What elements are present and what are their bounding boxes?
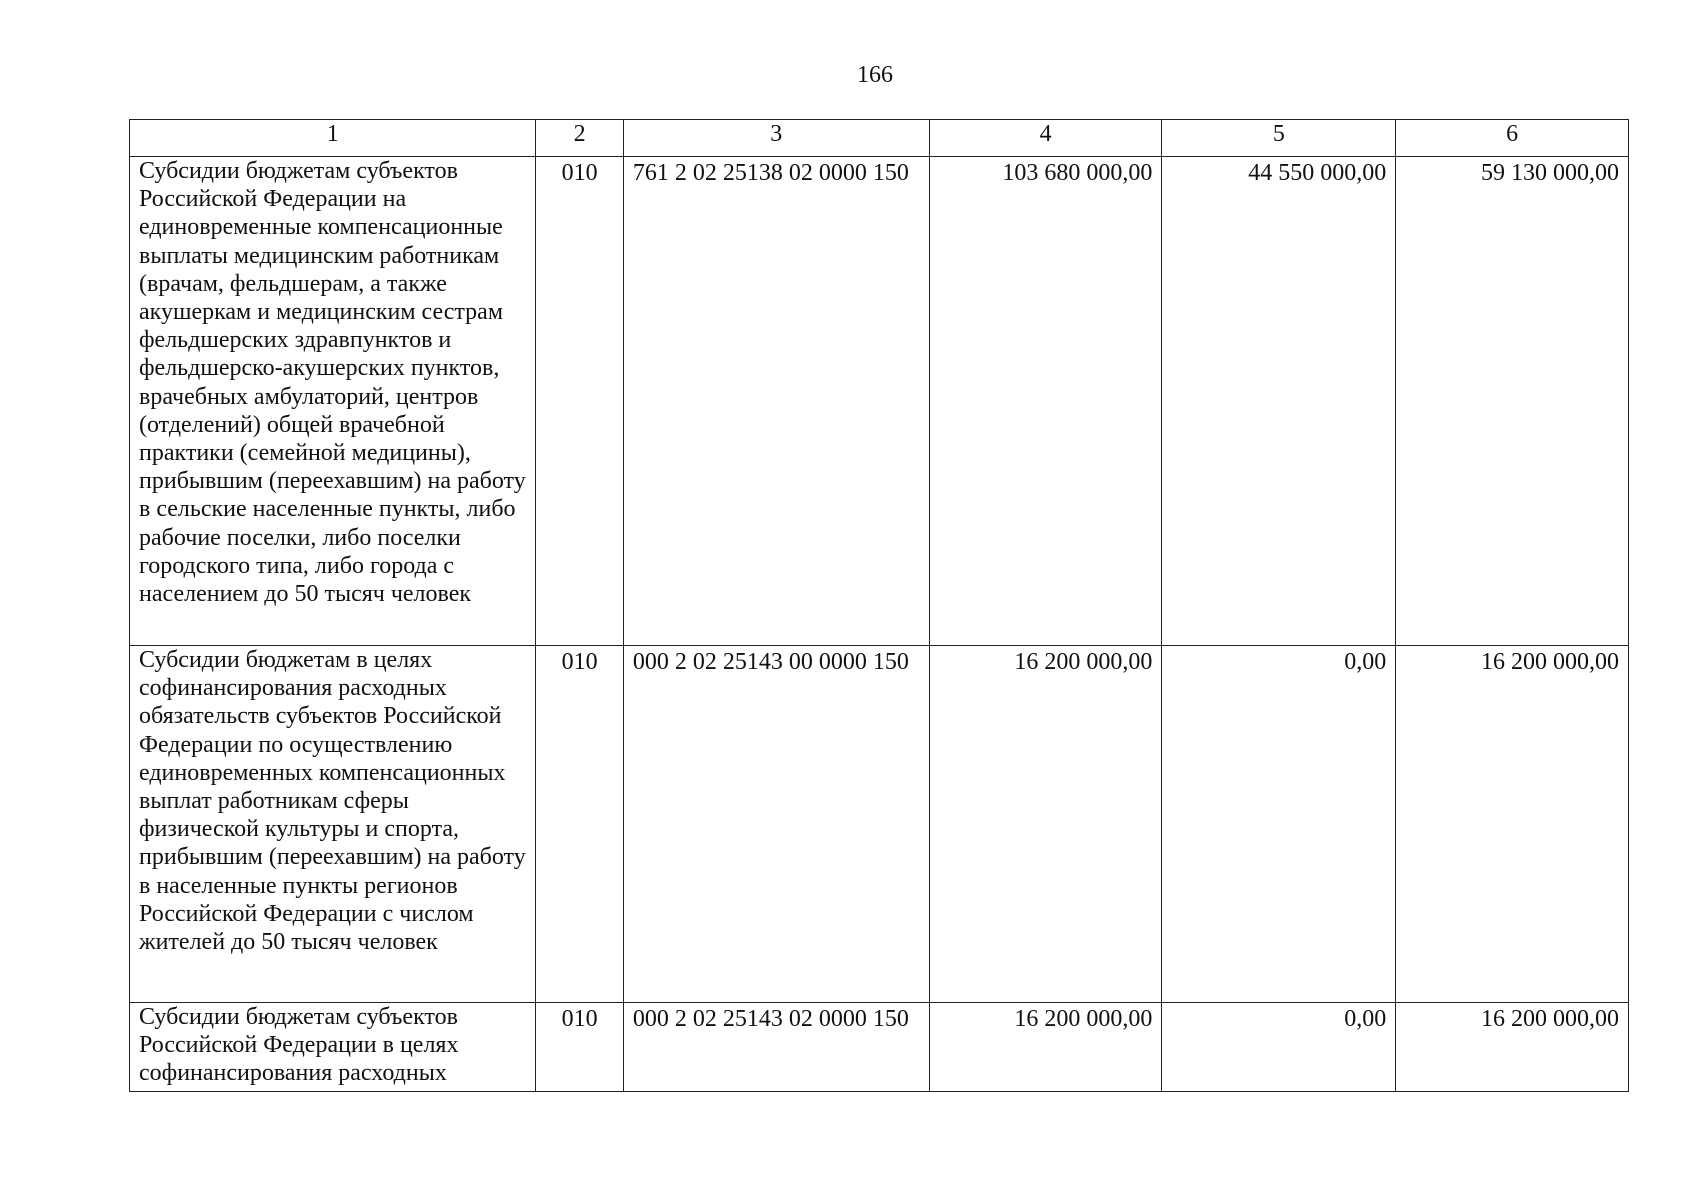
unexecuted-amount-cell: 16 200 000,00 bbox=[1396, 646, 1629, 1003]
column-header-1: 1 bbox=[130, 120, 536, 157]
budget-code-cell: 000 2 02 25143 00 0000 150 bbox=[623, 646, 929, 1003]
unexecuted-amount-cell: 59 130 000,00 bbox=[1396, 157, 1629, 646]
executed-amount-cell: 0,00 bbox=[1162, 1003, 1396, 1092]
line-code-cell: 010 bbox=[536, 646, 623, 1003]
row-name-cell: Субсидии бюджетам субъектов Российской Федерации на единовременные компенсационные выплаты медицинским работникам (врачам, фельдшерам, а также акушеркам и медицинским сестрам фельдшерских здравпунктов и фельдшерско-акушерских пунктов, врачебных амбулаторий, центров (отделений) общей врачебной практики (семейной медицины), прибывшим (переехавшим) на работу в сельские населенные пункты, либо рабочие поселки, либо поселки городского типа, либо города с населением до 50 тысяч человек bbox=[130, 157, 536, 646]
table-header-row bbox=[130, 120, 1629, 157]
column-header-4: 4 bbox=[929, 120, 1162, 157]
line-code-cell: 010 bbox=[536, 157, 623, 646]
table-row bbox=[130, 1003, 1629, 1092]
approved-amount-cell: 16 200 000,00 bbox=[929, 1003, 1162, 1092]
line-code-cell: 010 bbox=[536, 1003, 623, 1092]
column-header-5: 5 bbox=[1162, 120, 1396, 157]
column-header-2: 2 bbox=[536, 120, 623, 157]
table-row bbox=[130, 157, 1629, 646]
executed-amount-cell: 44 550 000,00 bbox=[1162, 157, 1396, 646]
column-header-3: 3 bbox=[623, 120, 929, 157]
row-name-cell: Субсидии бюджетам субъектов Российской Федерации в целях софинансирования расходных bbox=[130, 1003, 536, 1092]
table-row bbox=[130, 646, 1629, 1003]
column-header-6: 6 bbox=[1396, 120, 1629, 157]
approved-amount-cell: 16 200 000,00 bbox=[929, 646, 1162, 1003]
budget-table bbox=[129, 119, 1629, 1092]
row-name-cell: Субсидии бюджетам в целях софинансирования расходных обязательств субъектов Российской Федерации по осуществлению единовременных компенсационных выплат работникам сферы физической культуры и спорта, прибывшим (переехавшим) на работу в населенные пункты регионов Российской Федерации с числом жителей до 50 тысяч человек bbox=[130, 646, 536, 1003]
page-number: 166 bbox=[857, 62, 893, 88]
budget-code-cell: 000 2 02 25143 02 0000 150 bbox=[623, 1003, 929, 1092]
approved-amount-cell: 103 680 000,00 bbox=[929, 157, 1162, 646]
budget-code-cell: 761 2 02 25138 02 0000 150 bbox=[623, 157, 929, 646]
executed-amount-cell: 0,00 bbox=[1162, 646, 1396, 1003]
unexecuted-amount-cell: 16 200 000,00 bbox=[1396, 1003, 1629, 1092]
